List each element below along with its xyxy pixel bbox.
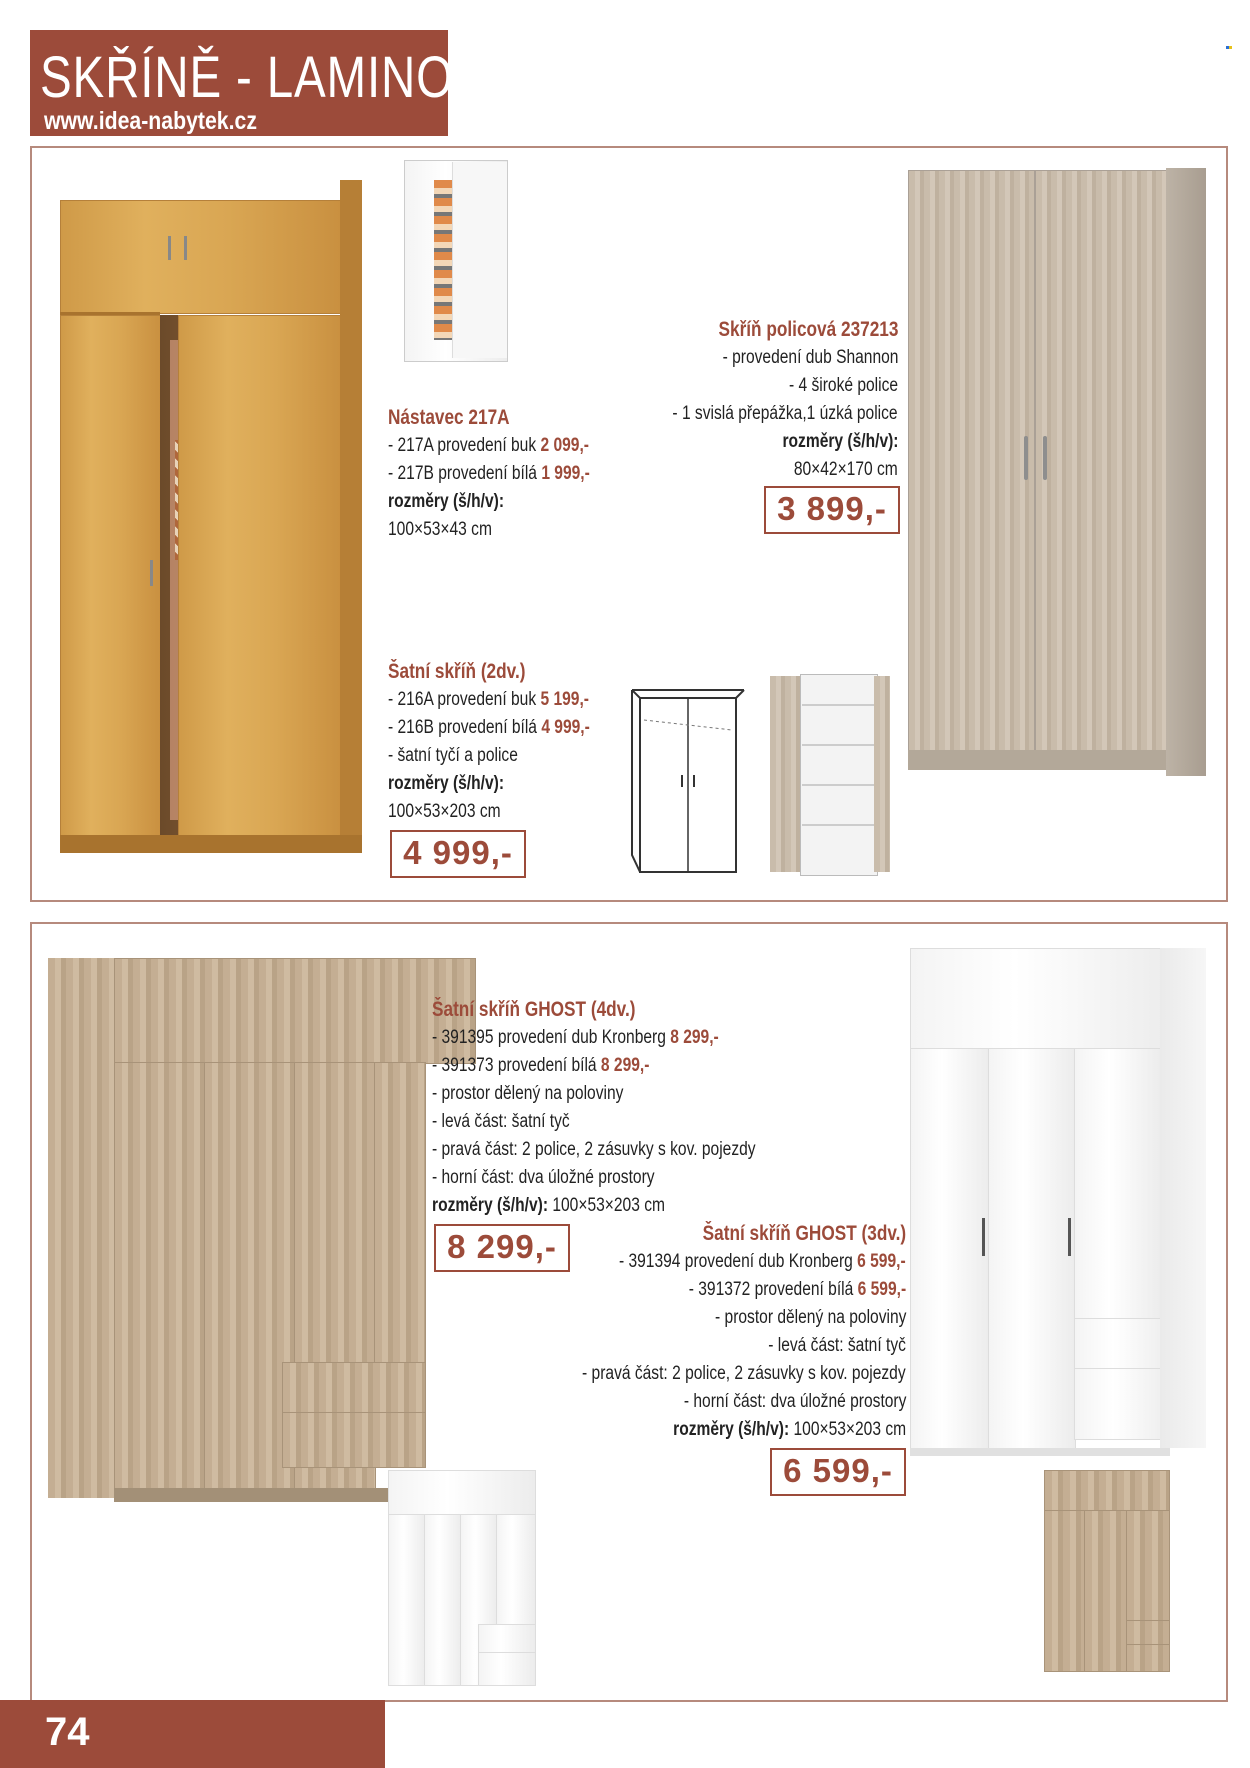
ghost4-line-e: - pravá část: 2 police, 2 zásuvky s kov. pojezdy	[432, 1139, 756, 1160]
ghost4-dims-label: rozměry (š/h/v):	[432, 1195, 549, 1216]
satni2-title: Šatní skříň (2dv.)	[388, 660, 526, 683]
ghost3-line-b: - 391372 provedení bílá 6 599,-	[688, 1279, 906, 1300]
policova-line-3: - 1 svislá přepážka,1 úzká police	[672, 403, 898, 424]
ghost3-price-b: 6 599,-	[857, 1279, 906, 1300]
policova-dims: 80×42×170 cm	[794, 459, 898, 480]
ghost4-dims: 100×53×203 cm	[548, 1195, 665, 1216]
wardrobe-shannon-image	[908, 168, 1216, 780]
ghost4-line-b: - 391373 provedení bílá 8 299,-	[432, 1055, 650, 1076]
ghost3-line-f: - horní část: dva úložné prostory	[683, 1391, 906, 1412]
wardrobe-line-drawing	[632, 690, 744, 880]
ghost3-line-c: - prostor dělený na poloviny	[714, 1307, 906, 1328]
ghost3-price-tag: 6 599,-	[770, 1448, 906, 1496]
wardrobe-ghost4-white-image	[388, 1470, 538, 1688]
wardrobe-buk-image	[60, 180, 365, 855]
wardrobe-ghost3-kronberg-image	[1044, 1470, 1172, 1676]
satni2-price-b: 4 999,-	[541, 717, 590, 738]
color-mark	[1226, 36, 1234, 42]
nastavec-white-image	[404, 160, 514, 365]
satni2-dims-label: rozměry (š/h/v):	[388, 773, 505, 794]
website-url[interactable]: www.idea-nabytek.cz	[44, 107, 257, 135]
ghost3-line-d: - levá část: šatní tyč	[768, 1335, 906, 1356]
satni2-price-tag: 4 999,-	[390, 830, 526, 878]
policova-title: Skříň policová 237213	[718, 318, 898, 341]
ghost3-price-a: 6 599,-	[857, 1251, 906, 1272]
nastavec-price-a: 2 099,-	[540, 435, 589, 456]
policova-price-tag: 3 899,-	[764, 486, 900, 534]
satni2-line-a: - 216A provedení buk 5 199,-	[388, 689, 589, 710]
ghost3-title: Šatní skříň GHOST (3dv.)	[702, 1222, 906, 1245]
ghost3-line-e: - pravá část: 2 police, 2 zásuvky s kov. pojezdy	[582, 1363, 906, 1384]
nastavec-dims: 100×53×43 cm	[388, 519, 492, 540]
ghost3-dims-label: rozměry (š/h/v):	[673, 1419, 790, 1440]
ghost4-line-c: - prostor dělený na poloviny	[432, 1083, 624, 1104]
ghost4-price-a: 8 299,-	[670, 1027, 719, 1048]
ghost4-price-b: 8 299,-	[600, 1055, 650, 1076]
satni2-dims: 100×53×203 cm	[388, 801, 501, 822]
ghost4-line-d: - levá část: šatní tyč	[432, 1111, 570, 1132]
nastavec-line-b: - 217B provedení bílá 1 999,-	[388, 463, 590, 484]
ghost4-dims-line	[432, 1192, 665, 1220]
wardrobe-ghost4-kronberg-image	[48, 958, 428, 1506]
satni2-line-c: - šatní tyčí a police	[388, 745, 518, 766]
ghost3-dims: 100×53×203 cm	[789, 1419, 906, 1440]
policova-dims-label: rozměry (š/h/v):	[781, 431, 898, 452]
satni2-price-a: 5 199,-	[540, 689, 589, 710]
ghost3-dims-line	[673, 1416, 906, 1444]
nastavec-title: Nástavec 217A	[388, 406, 510, 429]
ghost4-price-tag: 8 299,-	[434, 1224, 570, 1272]
wardrobe-open-image	[770, 674, 890, 876]
ghost4-line-a: - 391395 provedení dub Kronberg 8 299,-	[432, 1027, 719, 1048]
ghost4-line-f: - horní část: dva úložné prostory	[432, 1167, 655, 1188]
page-number: 74	[45, 1710, 90, 1754]
nastavec-price-b: 1 999,-	[541, 463, 590, 484]
page-title: SKŘÍNĚ - LAMINO	[40, 45, 454, 110]
policova-line-2: - 4 široké police	[788, 375, 898, 396]
nastavec-dims-label: rozměry (š/h/v):	[388, 491, 505, 512]
wardrobe-ghost3-white-image	[910, 948, 1210, 1456]
nastavec-line-a: - 217A provedení buk 2 099,-	[388, 435, 589, 456]
satni2-line-b: - 216B provedení bílá 4 999,-	[388, 717, 590, 738]
ghost4-title: Šatní skříň GHOST (4dv.)	[432, 998, 636, 1021]
policova-line-1: - provedení dub Shannon	[722, 347, 898, 368]
ghost3-line-a: - 391394 provedení dub Kronberg 6 599,-	[619, 1251, 906, 1272]
